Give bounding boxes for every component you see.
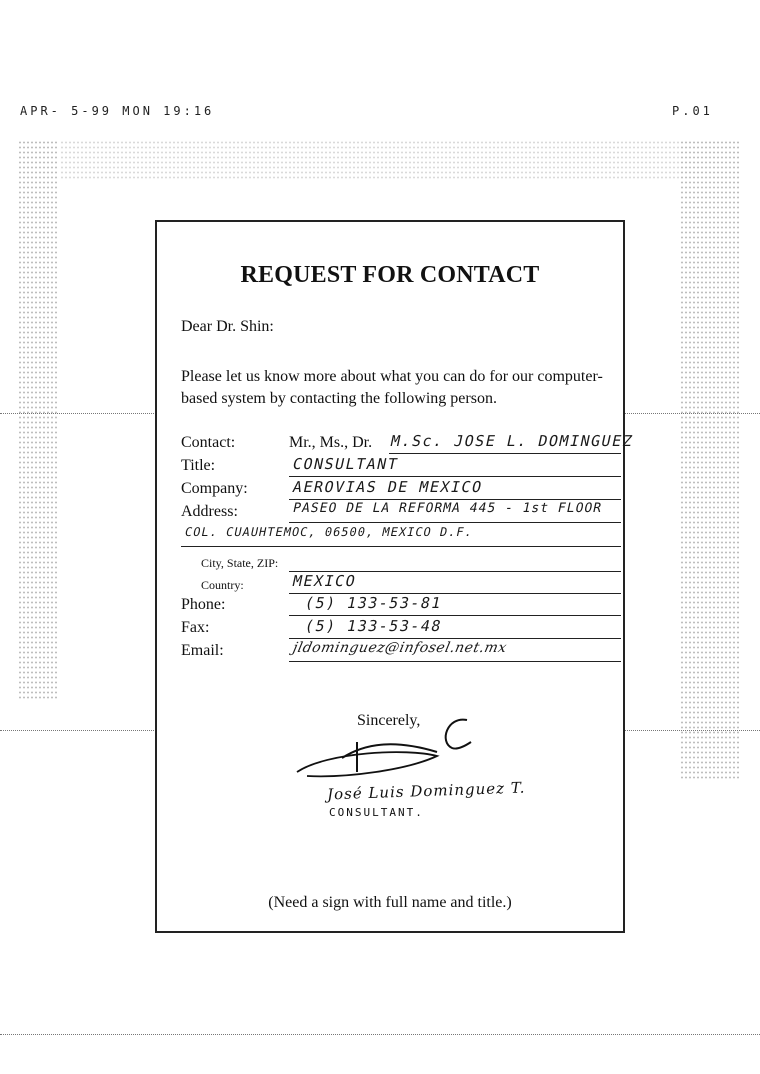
phone-row xyxy=(181,596,651,618)
city-row xyxy=(181,552,651,574)
phone-value: (5) 133-53-81 xyxy=(303,594,444,612)
company-row xyxy=(181,480,651,502)
contact-value: M.Sc. JOSE L. DOMINGUEZ xyxy=(389,432,636,450)
country-value: MEXICO xyxy=(291,572,359,590)
email-underline xyxy=(289,661,621,662)
contact-prefix: Mr., Ms., Dr. xyxy=(289,434,373,451)
address-label: Address: xyxy=(181,503,238,520)
salutation: Dear Dr. Shin: xyxy=(181,318,274,335)
fax-label: Fax: xyxy=(181,619,210,636)
scan-noise-right xyxy=(680,140,740,780)
email-row xyxy=(181,642,651,664)
contact-label: Contact: xyxy=(181,434,236,451)
company-underline xyxy=(289,499,621,500)
form-body-text: Please let us know more about what you can do for our computer-based system by contacting the following person. xyxy=(181,368,603,407)
scan-noise-left xyxy=(18,140,58,700)
address-line2-underline xyxy=(181,546,621,547)
contact-request-form xyxy=(155,220,636,933)
email-label: Email: xyxy=(181,642,224,659)
address-row xyxy=(181,503,651,525)
scan-line xyxy=(0,1034,760,1035)
address-line2-row xyxy=(181,527,651,549)
address-value: PASEO DE LA REFORMA 445 - 1st FLOOR xyxy=(291,501,604,516)
country-row xyxy=(181,574,651,596)
title-value: CONSULTANT xyxy=(291,455,401,473)
phone-underline xyxy=(289,615,621,616)
scan-noise-top xyxy=(60,140,680,180)
form-title: REQUEST FOR CONTACT xyxy=(240,262,540,288)
company-label: Company: xyxy=(181,480,248,497)
address-underline xyxy=(289,522,621,523)
title-row xyxy=(181,457,651,479)
fax-value: (5) 133-53-48 xyxy=(303,617,444,635)
company-value: AEROVIAS DE MEXICO xyxy=(291,478,485,496)
title-underline xyxy=(289,476,621,477)
fax-timestamp: APR- 5-99 MON 19:16 xyxy=(20,104,215,118)
form-footnote: (Need a sign with full name and title.) xyxy=(268,894,512,911)
email-value: jldominguez@infosel.net.mx xyxy=(291,640,509,656)
fax-page-number: P.01 xyxy=(672,104,713,118)
address-line2-value: COL. CUAUHTEMOC, 06500, MEXICO D.F. xyxy=(183,525,475,539)
phone-label: Phone: xyxy=(181,596,226,613)
contact-underline xyxy=(389,453,621,454)
signature-name: José Luis Dominguez T. xyxy=(326,778,526,804)
city-label: City, State, ZIP: xyxy=(201,556,279,570)
fax-underline xyxy=(289,638,621,639)
closing: Sincerely, xyxy=(357,712,421,729)
fax-row xyxy=(181,619,651,641)
contact-row xyxy=(181,434,651,456)
country-label: Country: xyxy=(201,578,244,592)
signature-title: CONSULTANT. xyxy=(329,806,424,819)
title-label: Title: xyxy=(181,457,216,474)
